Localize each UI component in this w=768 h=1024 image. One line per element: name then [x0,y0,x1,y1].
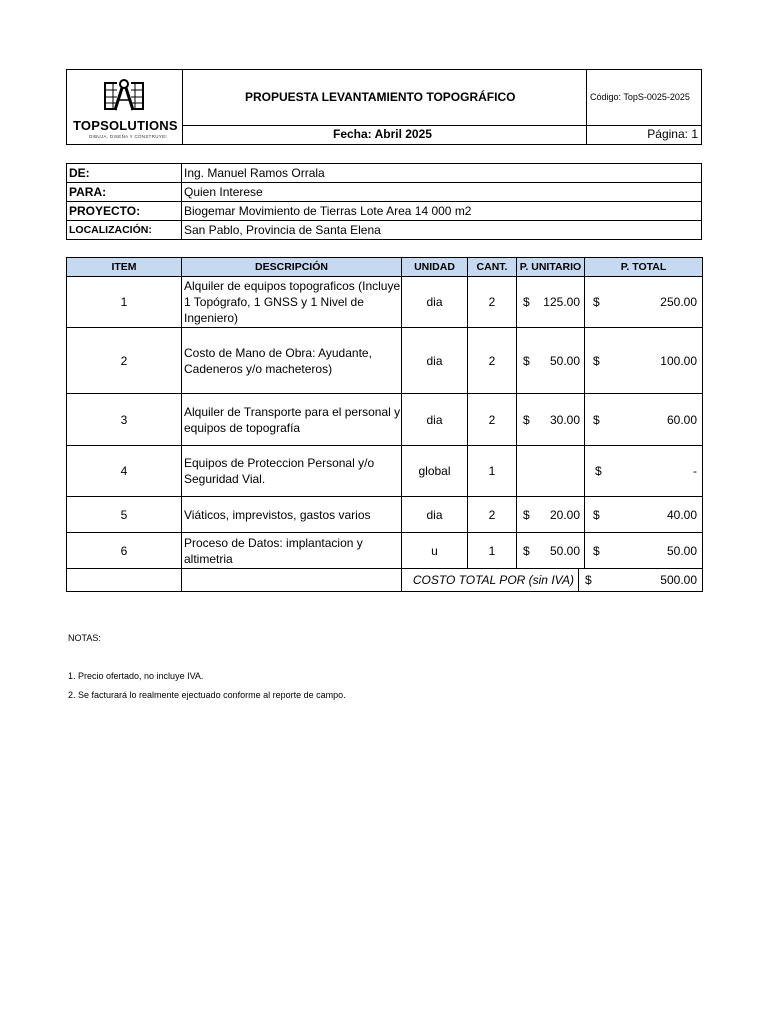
table-row [67,446,703,497]
unit-price-value: 50.00 [549,353,580,368]
info-label: DE: [67,164,182,183]
page-number: Página: 1 [647,127,698,141]
item-number: 6 [67,533,182,569]
notes-title: NOTAS: [68,633,101,643]
item-unit-price [517,533,585,569]
table-row [67,394,703,446]
item-unit: dia [402,394,468,446]
document-title: PROPUESTA LEVANTAMIENTO TOPOGRÁFICO [245,90,516,104]
total-cell [402,569,703,592]
logo-tagline: DIBUJA, DISEÑA Y CONSTRUYE! [89,134,167,139]
note-item: 1. Precio ofertado, no incluye IVA. [68,671,204,681]
currency-symbol: $ [593,295,600,309]
divider [586,70,587,144]
info-value: Quien Interese [182,183,702,202]
info-label: PROYECTO: [67,202,182,221]
column-header-unit-price: P. UNITARIO [517,258,585,277]
currency-symbol: $ [585,573,592,587]
info-row [67,183,702,202]
company-logo [67,70,182,144]
empty-cell [67,569,182,592]
item-number: 2 [67,328,182,394]
item-unit: u [402,533,468,569]
table-row [67,497,703,533]
unit-price-value: 20.00 [549,507,580,522]
item-description: Alquiler de Transporte para el personal y equipos de topografía [182,394,402,446]
item-unit: dia [402,328,468,394]
item-quantity: 2 [468,277,517,328]
total-amount [579,573,702,587]
item-quantity: 1 [468,446,517,497]
item-description: Equipos de Proteccion Personal y/o Seguridad Vial. [182,446,402,497]
item-quantity: 2 [468,497,517,533]
item-quantity: 2 [468,394,517,446]
document-header [66,69,702,145]
total-price-value: 250.00 [660,295,697,309]
total-value: 500.00 [660,573,697,587]
column-header-description: DESCRIPCIÓN [182,258,402,277]
column-header-unit: UNIDAD [402,258,468,277]
unit-price-value: 30.00 [549,412,580,427]
currency-symbol: $ [593,543,600,558]
info-label: PARA: [67,183,182,202]
currency-symbol: $ [593,412,600,427]
item-quantity: 2 [468,328,517,394]
info-value: San Pablo, Provincia de Santa Elena [182,221,702,240]
divider [182,70,183,144]
item-number: 5 [67,497,182,533]
item-total-price [585,533,703,569]
compass-logo-icon [103,78,145,112]
item-unit-price [517,277,585,328]
info-row [67,221,702,240]
currency-symbol: $ [595,464,602,478]
currency-symbol: $ [523,412,530,427]
logo-name: TOPSOLUTIONS [73,118,178,133]
total-price-value: 50.00 [666,543,697,558]
item-description: Alquiler de equipos topograficos (Incluye 1 Topógrafo, 1 GNSS y 1 Nivel de Ingeniero) [182,277,402,328]
divider [182,125,701,126]
item-total-price [585,446,703,497]
info-value: Biogemar Movimiento de Tierras Lote Area 14 000 m2 [182,202,702,221]
unit-price-value: 50.00 [549,543,580,558]
unit-price-value: 125.00 [543,295,580,309]
document-code: Código: TopS-0025-2025 [590,92,690,102]
currency-symbol: $ [593,353,600,368]
document-date: Fecha: Abril 2025 [333,127,432,141]
items-table [66,257,703,592]
currency-symbol: $ [593,507,600,522]
item-unit-price [517,328,585,394]
info-label: LOCALIZACIÓN: [67,221,182,240]
item-unit-price [517,446,585,497]
item-unit-price [517,497,585,533]
table-row [67,328,703,394]
item-unit: global [402,446,468,497]
item-unit: dia [402,277,468,328]
table-header-row [67,258,703,277]
column-header-total-price: P. TOTAL [585,258,703,277]
item-number: 1 [67,277,182,328]
info-table [66,163,702,240]
currency-symbol: $ [523,543,530,558]
total-row [67,569,703,592]
currency-symbol: $ [523,507,530,522]
item-total-price [585,277,703,328]
column-header-quantity: CANT. [468,258,517,277]
item-number: 4 [67,446,182,497]
item-quantity: 1 [468,533,517,569]
item-unit: dia [402,497,468,533]
item-total-price [585,497,703,533]
empty-cell [182,569,402,592]
table-row [67,277,703,328]
currency-symbol: $ [523,295,530,309]
total-price-value: - [693,464,697,478]
table-row [67,533,703,569]
item-description: Viáticos, imprevistos, gastos varios [182,497,402,533]
total-price-value: 40.00 [666,507,697,522]
item-unit-price [517,394,585,446]
info-value: Ing. Manuel Ramos Orrala [182,164,702,183]
item-description: Proceso de Datos: implantacion y altimetria [182,533,402,569]
info-row [67,202,702,221]
item-number: 3 [67,394,182,446]
currency-symbol: $ [523,353,530,368]
note-item: 2. Se facturará lo realmente ejectuado conforme al reporte de campo. [68,690,346,700]
item-total-price [585,328,703,394]
total-price-value: 60.00 [666,412,697,427]
total-price-value: 100.00 [660,353,697,368]
column-header-item: ITEM [67,258,182,277]
item-description: Costo de Mano de Obra: Ayudante, Cadeneros y/o macheteros) [182,328,402,394]
info-row [67,164,702,183]
total-label: COSTO TOTAL POR (sin IVA) [402,569,579,591]
item-total-price [585,394,703,446]
